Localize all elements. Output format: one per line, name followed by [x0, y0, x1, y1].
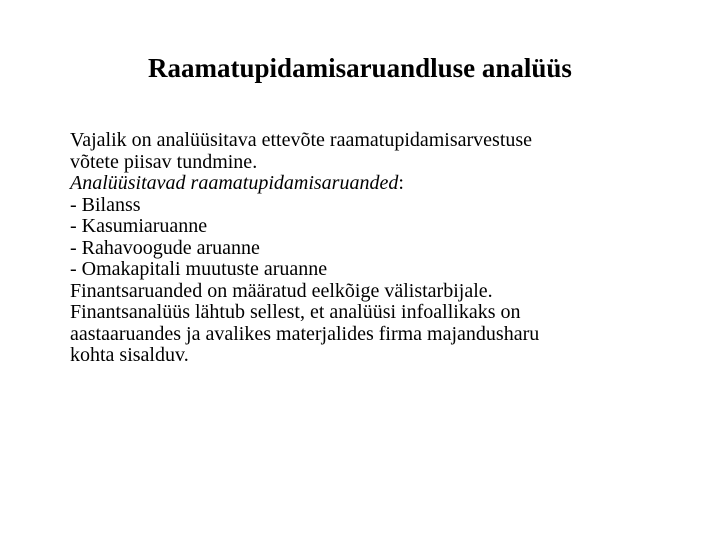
body-line: kohta sisalduv. — [70, 344, 189, 366]
body-line: Vajalik on analüüsitava ettevõte raamatupidamisarvestuse — [70, 129, 533, 151]
body-line: Finantsanalüüs lähtub sellest, et analüüsi infoallikaks on — [70, 301, 521, 323]
list-item: - Kasumiaruanne — [70, 215, 208, 237]
slide-body — [70, 130, 670, 367]
reports-heading-colon: : — [398, 172, 404, 194]
list-item: - Rahavoogude aruanne — [70, 236, 260, 259]
body-line-reports-heading — [70, 173, 670, 195]
list-item: - Bilanss — [70, 193, 141, 216]
slide-title: Raamatupidamisaruandluse analüüs — [148, 53, 572, 83]
body-line: võtete piisav tundmine. — [70, 150, 258, 173]
list-item: - Omakapitali muutuste aruanne — [70, 258, 328, 280]
body-line: Finantsaruanded on määratud eelkõige välistarbijale. — [70, 279, 493, 302]
reports-heading-italic: Analüüsitavad raamatupidamisaruanded — [70, 172, 399, 194]
body-line: aastaaruandes ja avalikes materjalides firma majandusharu — [70, 322, 540, 345]
